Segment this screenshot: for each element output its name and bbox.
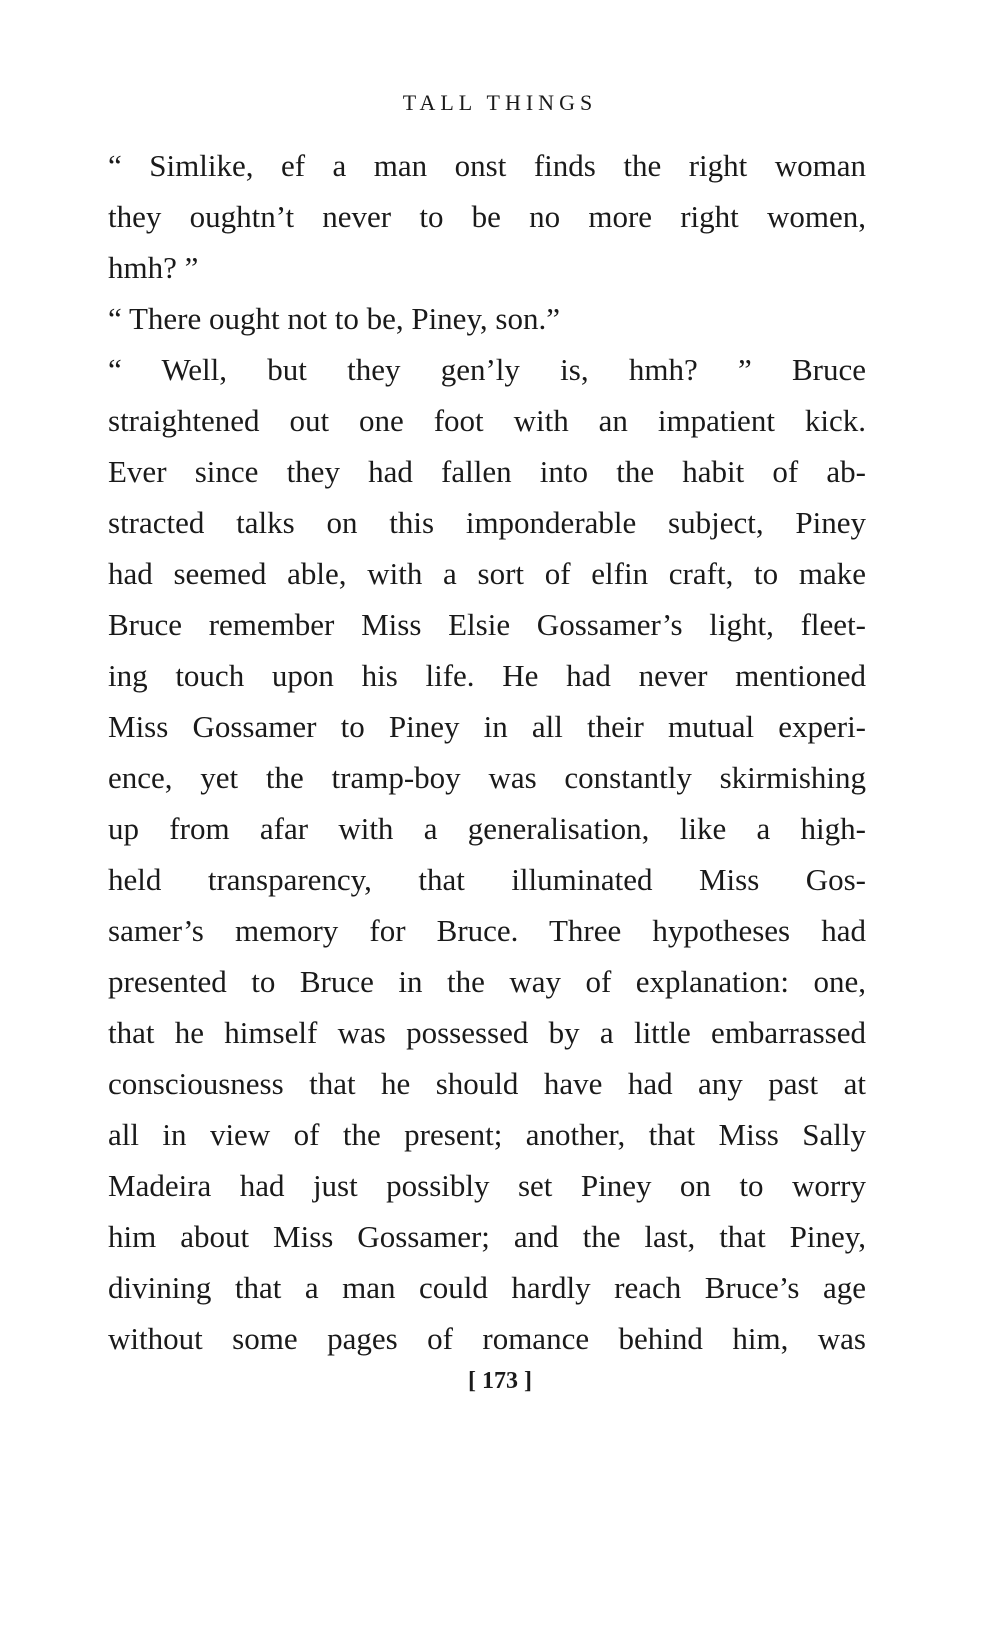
text-line: up from afar with a generalisation, like a high- xyxy=(108,811,866,846)
text-line: consciousness that he should have had any past at xyxy=(108,1066,866,1101)
text-line: had seemed able, with a sort of elfin craft, to make xyxy=(108,556,866,591)
text-line: ence, yet the tramp-boy was constantly skirmishing xyxy=(108,760,866,795)
text-line: Madeira had just possibly set Piney on to worry xyxy=(108,1168,866,1203)
text-line: divining that a man could hardly reach Bruce’s age xyxy=(108,1270,866,1305)
text-line: samer’s memory for Bruce. Three hypotheses had xyxy=(108,913,866,948)
text-line: “ There ought not to be, Piney, son.” xyxy=(108,301,560,336)
text-line: straightened out one foot with an impatient kick. xyxy=(108,403,866,438)
text-line: “ Simlike, ef a man onst finds the right woman xyxy=(108,148,866,183)
text-line: him about Miss Gossamer; and the last, that Piney, xyxy=(108,1219,866,1254)
page-number: [ 173 ] xyxy=(468,1368,532,1394)
text-line: presented to Bruce in the way of explanation: one, xyxy=(108,964,866,999)
running-head: TALL THINGS xyxy=(402,90,598,115)
text-line: hmh? ” xyxy=(108,250,199,285)
text-line: they oughtn’t never to be no more right women, xyxy=(108,199,866,234)
text-line: “ Well, but they gen’ly is, hmh? ” Bruce xyxy=(108,352,866,387)
text-line: all in view of the present; another, that Miss Sally xyxy=(108,1117,866,1152)
text-line: without some pages of romance behind him, was xyxy=(108,1321,866,1356)
text-line: stracted talks on this imponderable subject, Piney xyxy=(108,505,866,540)
body-text xyxy=(108,140,866,1364)
text-line: ing touch upon his life. He had never mentioned xyxy=(108,658,866,693)
text-line: held transparency, that illuminated Miss Gos- xyxy=(108,862,866,897)
text-line: Miss Gossamer to Piney in all their mutual experi- xyxy=(108,709,866,744)
text-line: that he himself was possessed by a little embarrassed xyxy=(108,1015,866,1050)
text-line: Bruce remember Miss Elsie Gossamer’s light, fleet- xyxy=(108,607,866,642)
text-line: Ever since they had fallen into the habit of ab- xyxy=(108,454,866,489)
